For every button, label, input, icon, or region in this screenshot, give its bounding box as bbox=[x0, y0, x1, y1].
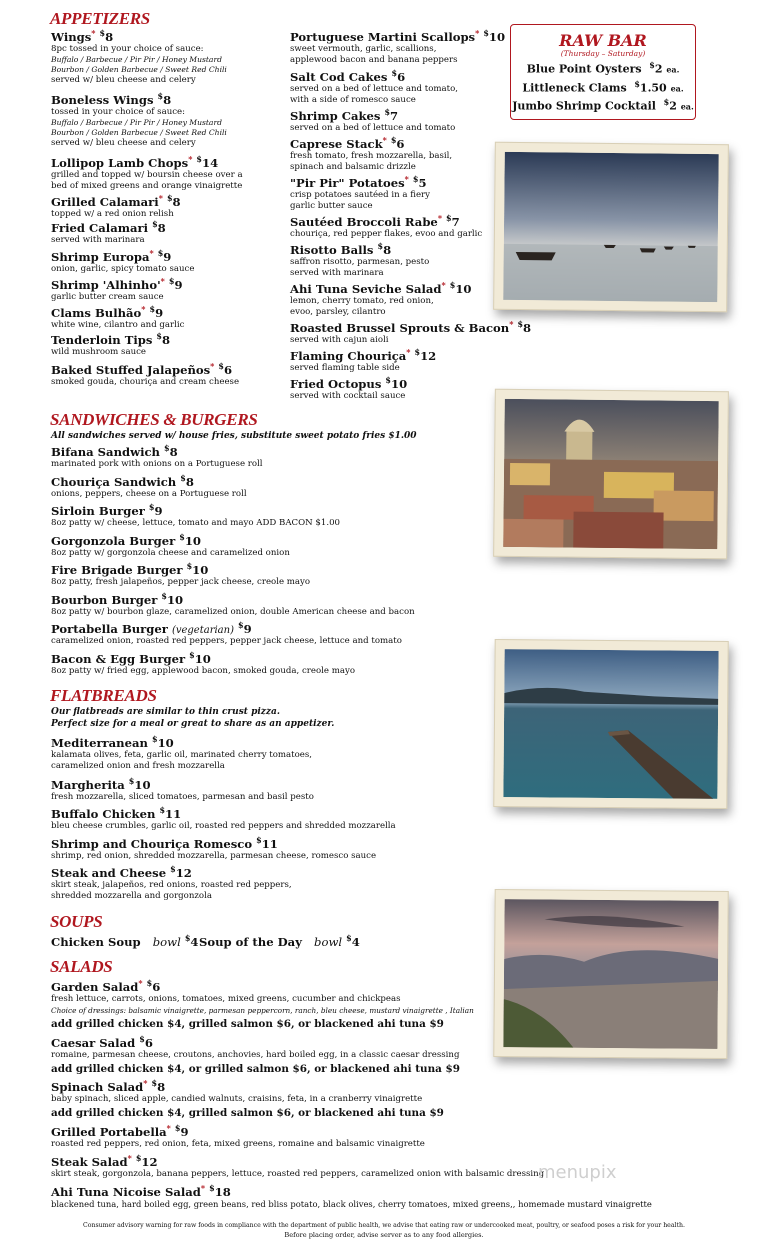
item-price: 8 bbox=[163, 93, 172, 107]
item-price: 8 bbox=[172, 195, 181, 209]
appetizer-item bbox=[51, 193, 181, 209]
dollar-sign: $ bbox=[649, 60, 655, 70]
appetizer-desc: smoked gouda, chouriça and cream cheese bbox=[51, 377, 240, 387]
appetizer-item bbox=[51, 331, 171, 347]
salad-spinach-add: add grilled chicken $4, grilled salmon $6, or blackened ahi tuna $9 bbox=[51, 1107, 444, 1119]
appetizer-item bbox=[290, 135, 405, 151]
flatbread-desc: skirt steak, jalapeños, red onions, roasted red peppers, bbox=[51, 880, 292, 890]
appetizer-desc: applewood bacon and banana peppers bbox=[290, 55, 458, 65]
appetizer-desc: 8pc tossed in your choice of sauce: bbox=[51, 44, 204, 54]
item-name: Margherita bbox=[51, 778, 125, 792]
appetizer-desc: grilled and topped w/ boursin cheese over a bbox=[51, 170, 243, 180]
photo-mountain-town bbox=[493, 889, 728, 1059]
sauce-options: Buffalo / Barbecue / Pir Pir / Honey Mustard bbox=[51, 55, 222, 64]
item-name: Grilled Calamari bbox=[51, 195, 159, 209]
salad-spinach-desc: baby spinach, sliced apple, candied walnuts, craisins, feta, in a cranberry vinaigrette bbox=[51, 1094, 423, 1104]
item-price: 11 bbox=[261, 837, 278, 851]
raw-bar-item-unit: ea. bbox=[666, 64, 680, 75]
dollar-sign: $ bbox=[157, 248, 164, 259]
item-price: 8 bbox=[383, 243, 392, 257]
sauce-options: Buffalo / Barbecue / Pir Pir / Honey Mustard bbox=[51, 118, 222, 127]
item-name: Gorgonzola Burger bbox=[51, 533, 176, 548]
appetizer-item bbox=[51, 276, 183, 292]
dollar-sign: $ bbox=[634, 78, 640, 89]
appetizer-desc: served with marinara bbox=[290, 268, 384, 278]
appetizer-desc: wild mushroom sauce bbox=[51, 347, 147, 357]
salad-steak: Steak Salad* $12 bbox=[51, 1153, 158, 1169]
star-marker: * bbox=[141, 304, 146, 315]
sandwich-desc: 8oz patty w/ cheese, lettuce, tomato and mayo ADD BACON $1.00 bbox=[51, 518, 341, 528]
appetizer-item bbox=[51, 28, 114, 44]
item-price: 12 bbox=[420, 349, 437, 363]
flatbread-desc: fresh mozzarella, sliced tomatoes, parmesan and basil pesto bbox=[51, 792, 314, 802]
raw-bar-title: RAW BAR bbox=[559, 31, 647, 50]
dollar-sign: $ bbox=[164, 443, 170, 454]
dollar-sign: $ bbox=[161, 590, 167, 601]
raw-bar-item-price: 2 bbox=[654, 62, 663, 76]
sandwiches-note: All sandwiches served w/ house fries, substitute sweet potato fries $1.00 bbox=[51, 431, 417, 441]
raw-bar-item-price: 2 bbox=[669, 99, 677, 113]
appetizer-desc: served with marinara bbox=[51, 235, 145, 245]
sandwich-desc: 8oz patty w/ gorgonzola cheese and caramelized onion bbox=[51, 547, 290, 558]
star-marker: * bbox=[404, 174, 409, 185]
item-name: Salt Cod Cakes bbox=[290, 70, 388, 84]
item-price: 6 bbox=[396, 137, 405, 151]
item-price: 6 bbox=[223, 363, 233, 377]
appetizer-desc: onion, garlic, spicy tomato sauce bbox=[51, 264, 195, 274]
soups-heading: SOUPS bbox=[50, 912, 103, 931]
item-name: Lollipop Lamb Chops bbox=[51, 156, 189, 170]
dollar-sign: $ bbox=[151, 734, 158, 745]
item-price: 14 bbox=[202, 156, 219, 170]
appetizer-item bbox=[290, 375, 408, 391]
item-price: 10 bbox=[391, 377, 408, 391]
dollar-sign: $ bbox=[99, 28, 106, 39]
appetizer-desc: served w/ bleu cheese and celery bbox=[51, 75, 196, 85]
appetizer-desc: lemon, cherry tomato, red onion, bbox=[290, 296, 434, 306]
sandwich-item bbox=[51, 502, 163, 518]
soup-of-the-day: Soup of the Day bowl $4 bbox=[199, 933, 360, 949]
appetizer-item bbox=[290, 213, 460, 229]
sandwiches-heading: SANDWICHES & BURGERS bbox=[50, 410, 258, 429]
appetizer-item bbox=[290, 241, 392, 257]
raw-bar-items bbox=[511, 58, 695, 114]
star-marker: * bbox=[210, 361, 215, 372]
raw-bar-item-name: Littleneck Clams bbox=[522, 81, 627, 95]
item-name: Bifana Sandwich bbox=[51, 445, 160, 459]
photo-lisbon-city bbox=[493, 389, 729, 559]
dollar-sign: $ bbox=[385, 375, 391, 386]
photo-boats-at-dusk bbox=[493, 142, 729, 312]
item-price: 7 bbox=[451, 215, 460, 229]
dollar-sign: $ bbox=[170, 864, 176, 875]
salad-garden: Garden Salad* $6 bbox=[51, 978, 161, 994]
item-price: 9 bbox=[155, 306, 164, 320]
star-marker: * bbox=[382, 135, 387, 146]
dollar-sign: $ bbox=[218, 361, 224, 372]
item-price: 10 bbox=[192, 563, 209, 577]
dollar-sign: $ bbox=[156, 331, 162, 342]
sandwich-item bbox=[51, 620, 252, 637]
sandwich-desc: marinated pork with onions on a Portuguese roll bbox=[51, 459, 263, 469]
item-name: Tenderloin Tips bbox=[51, 333, 153, 347]
appetizer-desc: fresh tomato, fresh mozzarella, basil, bbox=[290, 151, 453, 161]
salad-ahi-tuna-desc: blackened tuna, hard boiled egg, green beans, red bliss potato, black olives, cherry tomatoes, mixed greens,, homemade mustard vinaigrette bbox=[51, 1199, 652, 1209]
appetizer-desc: saffron risotto, parmesan, pesto bbox=[290, 257, 430, 267]
raw-bar-item bbox=[511, 77, 695, 96]
dollar-sign: $ bbox=[189, 649, 195, 660]
item-name: Bacon & Egg Burger bbox=[51, 651, 186, 666]
dollar-sign: $ bbox=[166, 193, 173, 204]
dollar-sign: $ bbox=[148, 502, 155, 513]
dollar-sign: $ bbox=[663, 97, 670, 108]
star-marker: * bbox=[188, 154, 193, 165]
appetizer-item bbox=[51, 154, 219, 170]
item-price: 9 bbox=[163, 250, 172, 264]
item-name: Fried Octopus bbox=[290, 377, 382, 391]
raw-bar-item bbox=[511, 58, 695, 77]
dollar-sign: $ bbox=[157, 91, 164, 102]
dollar-sign: $ bbox=[414, 347, 421, 358]
item-price: 10 bbox=[134, 778, 151, 792]
item-name: Sautéed Broccoli Rabe bbox=[290, 215, 438, 229]
item-name: Ahi Tuna Seviche Salad bbox=[290, 282, 442, 296]
dollar-sign: $ bbox=[384, 107, 391, 118]
dollar-sign: $ bbox=[391, 68, 398, 79]
item-name: Caprese Stack bbox=[290, 137, 383, 151]
appetizer-desc: chouriça, red pepper flakes, evoo and garlic bbox=[290, 229, 483, 239]
item-name: Clams Bulhão bbox=[51, 306, 142, 320]
appetizer-item bbox=[51, 361, 233, 377]
appetizer-desc: garlic butter cream sauce bbox=[51, 292, 164, 302]
appetizer-desc: served on a bed of lettuce and tomato bbox=[290, 123, 456, 133]
sandwich-item bbox=[51, 561, 209, 577]
raw-bar-item-name: Jumbo Shrimp Cocktail bbox=[512, 99, 656, 113]
appetizer-item bbox=[290, 107, 399, 123]
salad-caesar-desc: romaine, parmesan cheese, croutons, anchovies, hard boiled egg, in a classic caesar dressing bbox=[51, 1050, 460, 1060]
salad-garden-add: add grilled chicken $4, grilled salmon $6, or blackened ahi tuna $9 bbox=[51, 1018, 444, 1030]
dollar-sign: $ bbox=[412, 174, 419, 185]
flatbread-item bbox=[51, 805, 182, 821]
raw-bar-item-unit: ea. bbox=[670, 83, 684, 94]
item-name: Roasted Brussel Sprouts & Bacon bbox=[290, 321, 510, 335]
item-name: Risotto Balls bbox=[290, 243, 374, 257]
salad-spinach: Spinach Salad* $8 bbox=[51, 1078, 166, 1094]
appetizer-desc: bed of mixed greens and orange vinaigrette bbox=[51, 181, 243, 191]
sandwich-desc: onions, peppers, cheese on a Portuguese roll bbox=[51, 488, 247, 499]
item-name: Shrimp Cakes bbox=[290, 109, 381, 123]
item-name: Steak and Cheese bbox=[51, 866, 167, 880]
flatbread-desc: shredded mozzarella and gorgonzola bbox=[51, 891, 212, 901]
salads-heading: SALADS bbox=[50, 957, 113, 976]
flatbread-desc: shrimp, red onion, shredded mozzarella, parmesan cheese, romesco sauce bbox=[51, 851, 377, 861]
dollar-sign: $ bbox=[159, 805, 166, 816]
salad-caesar-add: add grilled chicken $4, or grilled salmon $6, or blackened ahi tuna $9 bbox=[51, 1063, 460, 1075]
dollar-sign: $ bbox=[186, 561, 193, 572]
flatbread-item bbox=[51, 734, 174, 750]
raw-bar-subtitle: (Thursday – Saturday) bbox=[560, 49, 646, 58]
item-name: Fire Brigade Burger bbox=[51, 563, 183, 577]
flatbreads-note-1: Our flatbreads are similar to thin crust pizza. bbox=[51, 707, 280, 717]
item-name: Buffalo Chicken bbox=[51, 807, 156, 821]
item-price: 8 bbox=[162, 333, 171, 347]
item-name: Bourbon Burger bbox=[51, 592, 158, 607]
item-tag: (vegetarian) bbox=[171, 625, 234, 636]
appetizer-desc: served with cocktail sauce bbox=[290, 391, 406, 401]
salad-dressings: Choice of dressings: balsamic vinaigrette, parmesan peppercorn, ranch, bleu cheese, mustard vinaigrette , Italian bbox=[51, 1006, 474, 1015]
flatbreads-note-2: Perfect size for a meal or great to share as an appetizer. bbox=[51, 719, 335, 729]
appetizer-desc: tossed in your choice of sauce: bbox=[51, 107, 186, 117]
appetizer-item bbox=[290, 174, 427, 190]
appetizer-item bbox=[51, 304, 164, 320]
flatbread-desc: caramelized onion and fresh mozzarella bbox=[51, 761, 225, 771]
item-name: Shrimp Europa bbox=[51, 250, 150, 264]
appetizer-item bbox=[290, 347, 437, 363]
star-marker: * bbox=[149, 248, 154, 259]
appetizer-item bbox=[290, 280, 472, 296]
item-name: Fried Calamari bbox=[51, 221, 149, 235]
dollar-sign: $ bbox=[238, 620, 244, 631]
item-price: 10 bbox=[488, 30, 506, 44]
item-name: "Pir Pir" Potatoes bbox=[290, 176, 405, 190]
dollar-sign: $ bbox=[128, 776, 135, 787]
appetizer-desc: topped w/ a red onion relish bbox=[51, 209, 174, 219]
item-name: Sirloin Burger bbox=[51, 504, 145, 518]
dollar-sign: $ bbox=[152, 219, 158, 230]
star-marker: * bbox=[160, 276, 165, 287]
item-price: 8 bbox=[185, 474, 194, 489]
star-marker: * bbox=[91, 28, 96, 39]
appetizers-heading: APPETIZERS bbox=[50, 9, 150, 28]
item-name: Shrimp and Chouriça Romesco bbox=[51, 837, 253, 851]
footer-advisory: Consumer advisory warning for raw foods in compliance with the department of public health, we advise that eating raw or undercooked meat, poultry, or seafood poses a risk for your health. bbox=[83, 1222, 685, 1229]
sandwich-item bbox=[51, 649, 211, 666]
item-price: 8 bbox=[169, 445, 178, 459]
sandwich-item bbox=[51, 531, 201, 548]
sandwich-desc: 8oz patty w/ bourbon glaze, caramelized onion, double American cheese and bacon bbox=[51, 606, 415, 617]
star-marker: * bbox=[509, 319, 514, 330]
item-price: 10 bbox=[166, 592, 184, 607]
sandwich-item bbox=[51, 590, 184, 607]
appetizer-desc: sweet vermouth, garlic, scallions, bbox=[290, 44, 437, 54]
dollar-sign: $ bbox=[449, 280, 456, 291]
dollar-sign: $ bbox=[168, 276, 175, 287]
item-price: 8 bbox=[523, 321, 532, 335]
soup-chicken: Chicken Soup bowl $4 bbox=[51, 933, 199, 949]
dollar-sign: $ bbox=[149, 304, 156, 315]
appetizer-desc: white wine, cilantro and garlic bbox=[51, 320, 185, 330]
item-name: Baked Stuffed Jalapeños bbox=[51, 363, 211, 377]
star-marker: * bbox=[406, 347, 411, 358]
dollar-sign: $ bbox=[483, 28, 489, 39]
item-name: Chouriça Sandwich bbox=[51, 474, 177, 489]
item-price: 10 bbox=[455, 282, 472, 296]
appetizer-desc: evoo, parsley, cilantro bbox=[290, 307, 386, 317]
star-marker: * bbox=[441, 280, 446, 291]
salad-garden-desc: fresh lettuce, carrots, onions, tomatoes, mixed greens, cucumber and chickpeas bbox=[51, 994, 401, 1004]
item-price: 8 bbox=[157, 221, 166, 235]
item-price: 9 bbox=[154, 504, 163, 518]
item-price: 10 bbox=[184, 533, 201, 548]
item-name: Portuguese Martini Scallops bbox=[290, 30, 476, 44]
star-marker: * bbox=[437, 213, 442, 224]
dollar-sign: $ bbox=[390, 135, 397, 146]
sandwich-item bbox=[51, 443, 178, 459]
flatbread-desc: bleu cheese crumbles, garlic oil, roasted red peppers and shredded mozzarella bbox=[51, 821, 396, 831]
raw-bar-item-price: 1.50 bbox=[639, 81, 667, 95]
item-price: 10 bbox=[157, 736, 174, 750]
star-marker: * bbox=[158, 193, 163, 204]
item-price: 12 bbox=[175, 866, 192, 880]
appetizer-item bbox=[290, 28, 506, 44]
salad-steak-desc: skirt steak, gorgonzola, banana peppers, lettuce, roasted red peppers, caramelized onion with balsamic dressing bbox=[51, 1169, 545, 1179]
item-name: Boneless Wings bbox=[51, 93, 154, 107]
item-price: 9 bbox=[243, 622, 252, 636]
flatbread-item bbox=[51, 835, 278, 851]
appetizer-desc: garlic butter sauce bbox=[290, 201, 373, 211]
raw-bar-item-unit: ea. bbox=[680, 101, 694, 112]
sauce-options: Bourbon / Golden Barbecue / Sweet Red Chili bbox=[51, 128, 227, 137]
appetizer-desc: crisp potatoes sautéed in a fiery bbox=[290, 190, 430, 200]
flatbread-item bbox=[51, 776, 151, 792]
item-price: 6 bbox=[397, 70, 406, 84]
appetizer-desc: served flaming table side bbox=[290, 363, 400, 373]
raw-bar-box bbox=[510, 24, 696, 120]
appetizer-desc: with a side of romesco sauce bbox=[290, 95, 416, 105]
item-name: Mediterranean bbox=[51, 736, 148, 750]
sandwich-desc: caramelized onion, roasted red peppers, pepper jack cheese, lettuce and tomato bbox=[51, 636, 402, 646]
appetizer-item bbox=[290, 319, 532, 335]
item-name: Portabella Burger bbox=[51, 622, 168, 636]
menupix-watermark: menupix bbox=[538, 1162, 617, 1183]
sandwich-desc: 8oz patty w/ fried egg, applewood bacon, smoked gouda, creole mayo bbox=[51, 665, 356, 676]
flatbreads-heading: FLATBREADS bbox=[50, 686, 157, 705]
appetizer-item bbox=[51, 91, 172, 107]
salad-ahi-tuna: Ahi Tuna Nicoise Salad* $18 bbox=[51, 1183, 231, 1199]
salad-portabella: Grilled Portabella* $9 bbox=[51, 1123, 189, 1139]
appetizer-desc: served on a bed of lettuce and tomato, bbox=[290, 84, 459, 94]
item-name: Wings bbox=[51, 30, 92, 44]
dollar-sign: $ bbox=[179, 531, 185, 542]
raw-bar-item-name: Blue Point Oysters bbox=[526, 62, 642, 76]
appetizer-item bbox=[290, 68, 406, 84]
footer-allergies: Before placing order, advise server as to any food allergies. bbox=[284, 1231, 484, 1239]
photo-pier-lake bbox=[493, 639, 728, 809]
appetizer-desc: served w/ bleu cheese and celery bbox=[51, 138, 196, 148]
flatbread-item bbox=[51, 864, 192, 880]
dollar-sign: $ bbox=[196, 154, 202, 165]
salad-caesar: Caesar Salad $6 bbox=[51, 1034, 153, 1050]
sandwich-item bbox=[51, 472, 194, 489]
sandwich-desc: 8oz patty, fresh jalapeños, pepper jack cheese, creole mayo bbox=[51, 577, 311, 587]
dollar-sign: $ bbox=[256, 835, 262, 846]
dollar-sign: $ bbox=[180, 472, 186, 483]
appetizer-desc: spinach and balsamic drizzle bbox=[290, 162, 416, 172]
dollar-sign: $ bbox=[377, 241, 384, 252]
appetizer-desc: served with cajun aioli bbox=[290, 335, 389, 345]
item-price: 10 bbox=[194, 651, 211, 666]
item-price: 11 bbox=[165, 807, 182, 821]
appetizer-item bbox=[51, 248, 172, 264]
salad-portabella-desc: roasted red peppers, red onion, feta, mixed greens, romaine and balsamic vinaigrette bbox=[51, 1139, 425, 1149]
star-marker: * bbox=[475, 28, 480, 39]
item-name: Shrimp 'Alhinho' bbox=[51, 278, 161, 292]
item-price: 7 bbox=[390, 109, 399, 123]
item-name: Flaming Chouriça bbox=[290, 349, 407, 363]
raw-bar-item bbox=[511, 95, 695, 114]
dollar-sign: $ bbox=[446, 213, 452, 224]
item-price: 8 bbox=[105, 30, 114, 44]
flatbread-desc: kalamata olives, feta, garlic oil, marinated cherry tomatoes, bbox=[51, 750, 313, 760]
appetizer-item bbox=[51, 219, 166, 235]
item-price: 9 bbox=[174, 278, 183, 292]
item-price: 5 bbox=[418, 176, 427, 190]
sauce-options: Bourbon / Golden Barbecue / Sweet Red Chili bbox=[51, 65, 227, 74]
dollar-sign: $ bbox=[517, 319, 524, 330]
